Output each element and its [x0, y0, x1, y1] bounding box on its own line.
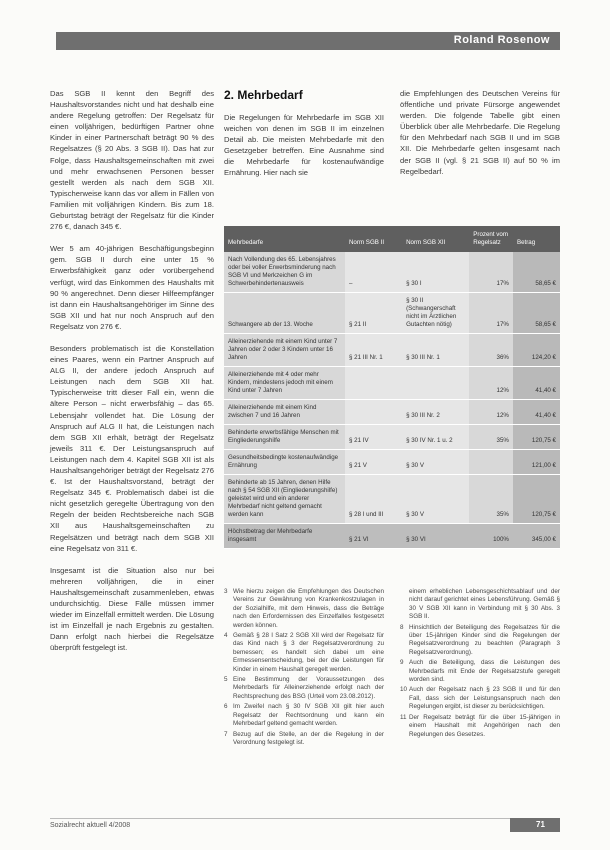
- footnote-text: Im Zweifel nach § 30 IV SGB XII gilt hier auch Regelsatz der Rechtsordnung und kann ein Mehrbedarf geltend gemacht werden.: [233, 703, 384, 728]
- column-header: Norm SGB II: [348, 239, 385, 246]
- table-cell: 35%: [469, 475, 513, 524]
- footnote-text: Gemäß § 28 I Satz 2 SGB XII wird der Regelsatz für das Kind nach § 3 der Regelsatzverordnung zu bemessen; es handelt sich dabei um eine Ermessensentscheidung, bei der die Leistungen für Kinder in einem Haushalt geregelt werden.: [233, 632, 384, 673]
- table-row: [224, 475, 560, 524]
- table-cell: § 21 II: [345, 293, 402, 334]
- footnote-number: 6: [224, 703, 228, 711]
- table-cell: § 30 II (Schwangerschaft nicht im Ärztlichen Gutachten nötig): [402, 293, 469, 334]
- page-number: 71: [536, 820, 545, 829]
- footnote-number: [400, 588, 409, 622]
- table-cell: Alleinerziehende mit einem Kind unter 7 Jahren oder 2 oder 3 Kindern unter 16 Jahren: [224, 334, 345, 367]
- table-cell: Alleinerziehende mit 4 oder mehr Kindern, mindestens jedoch mit einem Kind unter 7 Jahren: [224, 367, 345, 400]
- table-cell: 121,00 €: [513, 450, 560, 475]
- footnote: [224, 731, 384, 748]
- footnote-text: Wie hierzu zeigen die Empfehlungen des Deutschen Vereins zur Gewährung von Krankenkostzulagen in der Sozialhilfe, mit dem Hinweis, dass die Beträge nach den Erfordernissen des Einzelfalles festgesetzt werden können.: [233, 588, 384, 629]
- table-cell: § 30 I: [402, 252, 469, 293]
- footnote-number: 7: [224, 730, 228, 738]
- footnote-number: 4: [224, 632, 228, 640]
- table-cell: [345, 367, 402, 400]
- table-row: [224, 450, 560, 475]
- paragraph: Wer 5 am 40-jährigen Beschäftigungsbeginn gem. SGB II durch eine unter 15 % Erwerbsfähigkeit ganz oder vorübergehend verfügt, wird das Einkommen des Haushalts mit 90 % angerechnet. Denn dieser Hilfeempfänger ist dann ein Haushaltsangehöriger im Sinne des SGB XII und hat nur noch Anspruch auf den Regelsatz von 276 €.: [50, 244, 214, 331]
- table-cell: 345,00 €: [513, 524, 560, 549]
- footnote-number: 5: [224, 676, 228, 684]
- table-cell: 41,40 €: [513, 400, 560, 425]
- left-column: [50, 88, 214, 665]
- paragraph: Besonders problematisch ist die Konstellation eines Paares, wenn ein Partner Anspruch auf ALG II, der andere jedoch Anspruch auf Leistungen nach dem SGB XII hat. Typischerweise tritt dieser Fall ein, wenn die ältere Person – nicht erwerbsfähig – das 65. Lebensjahr vollendet hat. Die Lösung der Anspruch auf ALG II hat, die Leistungen nach dem SGB XII erhält, beträgt der Regelsatz jeweils 311 €. Der Leistungsanspruch auf Leistungen nach dem 4. Kapitel SGB XII ist als Haushaltsangehöriger beträgt der Regelsatz 276 €. Ist der Haushaltsvorstand, beträgt der Regelsatz 345 €. Problematisch dabei ist die nicht gesetzlich geregelte Übertragung von den Regeln der beiden Rechtsbereiche nach SGB XII aus Haushaltsgemeinschaften zu Regelsätzen und beträgt nach dem SGB XII eine Regelsatz von 311 €.: [50, 343, 214, 553]
- table-cell: § 30 V: [402, 450, 469, 475]
- footnote-text: Der Regelsatz beträgt für die über 15-jährigen in einem Haushalt mit Angehörigen nach den Regelungen des Gesetzes.: [409, 713, 560, 738]
- footer-journal: Sozialrecht aktuell 4/2008: [50, 822, 131, 829]
- table-row: [224, 425, 560, 450]
- paragraph: Insgesamt ist die Situation also nur bei mehreren volljährigen, die in einer Haushaltsgemeinschaft zusammenleben, etwas undurchsichtig. Diese Fälle müssen immer wieder im Einzelfall ermittelt werden. Die Lösung ist im Einzelfall je nach Ergebnis zu gestalten. Dann erfolgt nach hierbei die Regelsätze überprüft festgelegt ist.: [50, 565, 214, 653]
- table-cell: 58,65 €: [513, 252, 560, 293]
- table-cell: Schwangere ab der 13. Woche: [224, 293, 345, 334]
- paragraph: Die Regelungen für Mehrbedarfe im SGB XII weichen von denen im SGB II im einzelnen Detail ab. Die meisten Mehrbedarfe mit den Gesetzgeber betreffen. Eine Ausnahme sind die Mehrbedarfe für kostenaufwändige Ernährung. Hier nach sie: [224, 113, 384, 178]
- table-cell: § 30 VI: [402, 524, 469, 549]
- table-cell: 120,75 €: [513, 425, 560, 450]
- table-cell: –: [345, 252, 402, 293]
- table-cell: [402, 367, 469, 400]
- table-cell: Höchstbetrag der Mehrbedarfe insgesamt: [224, 524, 345, 549]
- mid-column-intro: [224, 112, 384, 190]
- table-cell: 12%: [469, 367, 513, 400]
- footnote-text: einem erheblichen Lebensgeschichtsablauf und der nicht darauf gerichtet eines Lebensführung. Gemäß § 30 V SGB XII kann in Verbindung mit § 30 Abs. 3 SGB II.: [409, 588, 560, 621]
- table-cell: 100%: [469, 524, 513, 549]
- footnote: [224, 676, 384, 701]
- footnote: [400, 588, 560, 622]
- column-header: Prozent vom Regelsatz: [473, 231, 508, 246]
- footnote-number: 10: [400, 686, 408, 694]
- footnote-number: 3: [224, 588, 228, 595]
- table-cell: Behinderte ab 15 Jahren, denen Hilfe nach § 54 SGB XII (Eingliederungshilfe) geleistet wird und ein anderer Mehrbedarf nicht geltend gemacht werden kann: [224, 475, 345, 524]
- footnotes-right: [400, 588, 560, 741]
- table-cell: 58,65 €: [513, 293, 560, 334]
- table-cell: Gesundheitsbedingte kostenaufwändige Ernährung: [224, 450, 345, 475]
- table-cell: § 30 III Nr. 1: [402, 334, 469, 367]
- table-cell: 120,75 €: [513, 475, 560, 524]
- footnote: [224, 588, 384, 630]
- page-number-box: [510, 818, 560, 832]
- footnote-number: 9: [400, 659, 404, 667]
- footnote: [224, 632, 384, 674]
- table-cell: 124,20 €: [513, 334, 560, 367]
- table-row: [224, 367, 560, 400]
- footnote: [400, 624, 560, 658]
- table-row: [224, 334, 560, 367]
- table-cell: 12%: [469, 400, 513, 425]
- footnote: [224, 703, 384, 728]
- section-title: 2. Mehrbedarf: [224, 88, 303, 102]
- table-cell: 35%: [469, 425, 513, 450]
- column-header: Mehrbedarfe: [228, 239, 264, 246]
- table-cell: 17%: [469, 252, 513, 293]
- column-header: Betrag: [516, 239, 536, 246]
- table-cell: [345, 400, 402, 425]
- table-row: [224, 400, 560, 425]
- right-column-intro: [400, 88, 560, 188]
- table-cell: § 30 V: [402, 475, 469, 524]
- footnote-text: Auch der Regelsatz nach § 23 SGB II und für den Fall, dass sich der Leistungsanspruch nach den Regelungen ergibt, ist dieser zu berücksichtigen.: [409, 686, 560, 711]
- table-cell: [469, 450, 513, 475]
- footnote-text: Eine Bestimmung der Voraussetzungen des Mehrbedarfs für Alleinerziehende erfolgt nach der Rechtsprechung des BSG (Urteil vom 23.08.2012).: [233, 676, 384, 700]
- table-cell: 41,40 €: [513, 367, 560, 400]
- table-total-row: [224, 524, 560, 549]
- paragraph: die Empfehlungen des Deutschen Vereins für öffentliche und private Fürsorge angewendet werden. Die folgende Tabelle gibt einen Überblick über alle Mehrbedarfe. Die Regelung für den Mehrbedarf nach SGB II und im SGB XII. Die Mehrbedarfe gelten insgesamt nach der SGB II (vgl. § 21 SGB II) auf 50 % im Regelbedarf.: [400, 89, 560, 176]
- footnote: [400, 714, 560, 739]
- column-header: Norm SGB XII: [406, 239, 446, 246]
- table-cell: § 21 III Nr. 1: [345, 334, 402, 367]
- footnote: [400, 686, 560, 711]
- footnote-text: Auch die Beteiligung, dass die Leistungen des Mehrbedarfs mit Ende der Regelsatzstufe geregelt worden sind.: [409, 659, 560, 684]
- table-cell: § 30 IV Nr. 1 u. 2: [402, 425, 469, 450]
- footer-divider: [50, 818, 560, 819]
- table-cell: § 21 VI: [345, 524, 402, 549]
- table-row: [224, 252, 560, 293]
- footnote-number: 11: [400, 713, 407, 721]
- table-cell: § 28 I und III: [345, 475, 402, 524]
- table-cell: Behinderte erwerbsfähige Menschen mit Eingliederungshilfe: [224, 425, 345, 450]
- table-cell: § 21 V: [345, 450, 402, 475]
- table-cell: 36%: [469, 334, 513, 367]
- table-cell: Nach Vollendung des 65. Lebensjahres oder bei voller Erwerbsminderung nach SGB VI und Merkzeichen G im Schwerbehindertenausweis: [224, 252, 345, 293]
- table-row: [224, 293, 560, 334]
- table-cell: 17%: [469, 293, 513, 334]
- footnotes-mid: [224, 588, 384, 749]
- footnote-number: 8: [400, 623, 404, 631]
- mehrbedarf-table: [224, 226, 560, 549]
- table-cell: § 30 III Nr. 2: [402, 400, 469, 425]
- table-header-row: [224, 226, 560, 252]
- footnote: [400, 659, 560, 684]
- footnote-text: Bezug auf die Stelle, an der die Regelung in der Verordnung festgelegt ist.: [233, 730, 384, 746]
- paragraph: Das SGB II kennt den Begriff des Haushaltsvorstandes nicht und hat deshalb eine andere Regelung getroffen: Der Regelsatz für einen volljährigen, bedürftigen Partner ohne Kinder in einer Partnerschaft beträgt 90 % des Regelsatzes (§ 20 Abs. 3 SGB II). Das hat zur Folge, dass Haushaltsgemeinschaften mit zwei und mehr erwachsenen Personen besser gestellt werden als nach dem SGB XII. Typischerweise kann das vor allem in Fällen von Familien mit volljährigen Kindern. Bis zum 18. Geburtstag beträgt der Regelsatz für die Kinder 276 €, danach 345 €.: [50, 89, 214, 232]
- table-cell: Alleinerziehende mit einem Kind zwischen 7 und 16 Jahren: [224, 400, 345, 425]
- author-name: Roland Rosenow: [453, 34, 550, 46]
- table-cell: § 21 IV: [345, 425, 402, 450]
- footnote-text: Hinsichtlich der Beteiligung des Regelsatzes für die über 15-jährigen Kinder sind die Regelungen der Regelsatzverordnung zu beachten (Paragraph 3 Regelsatzverordnung).: [409, 623, 560, 656]
